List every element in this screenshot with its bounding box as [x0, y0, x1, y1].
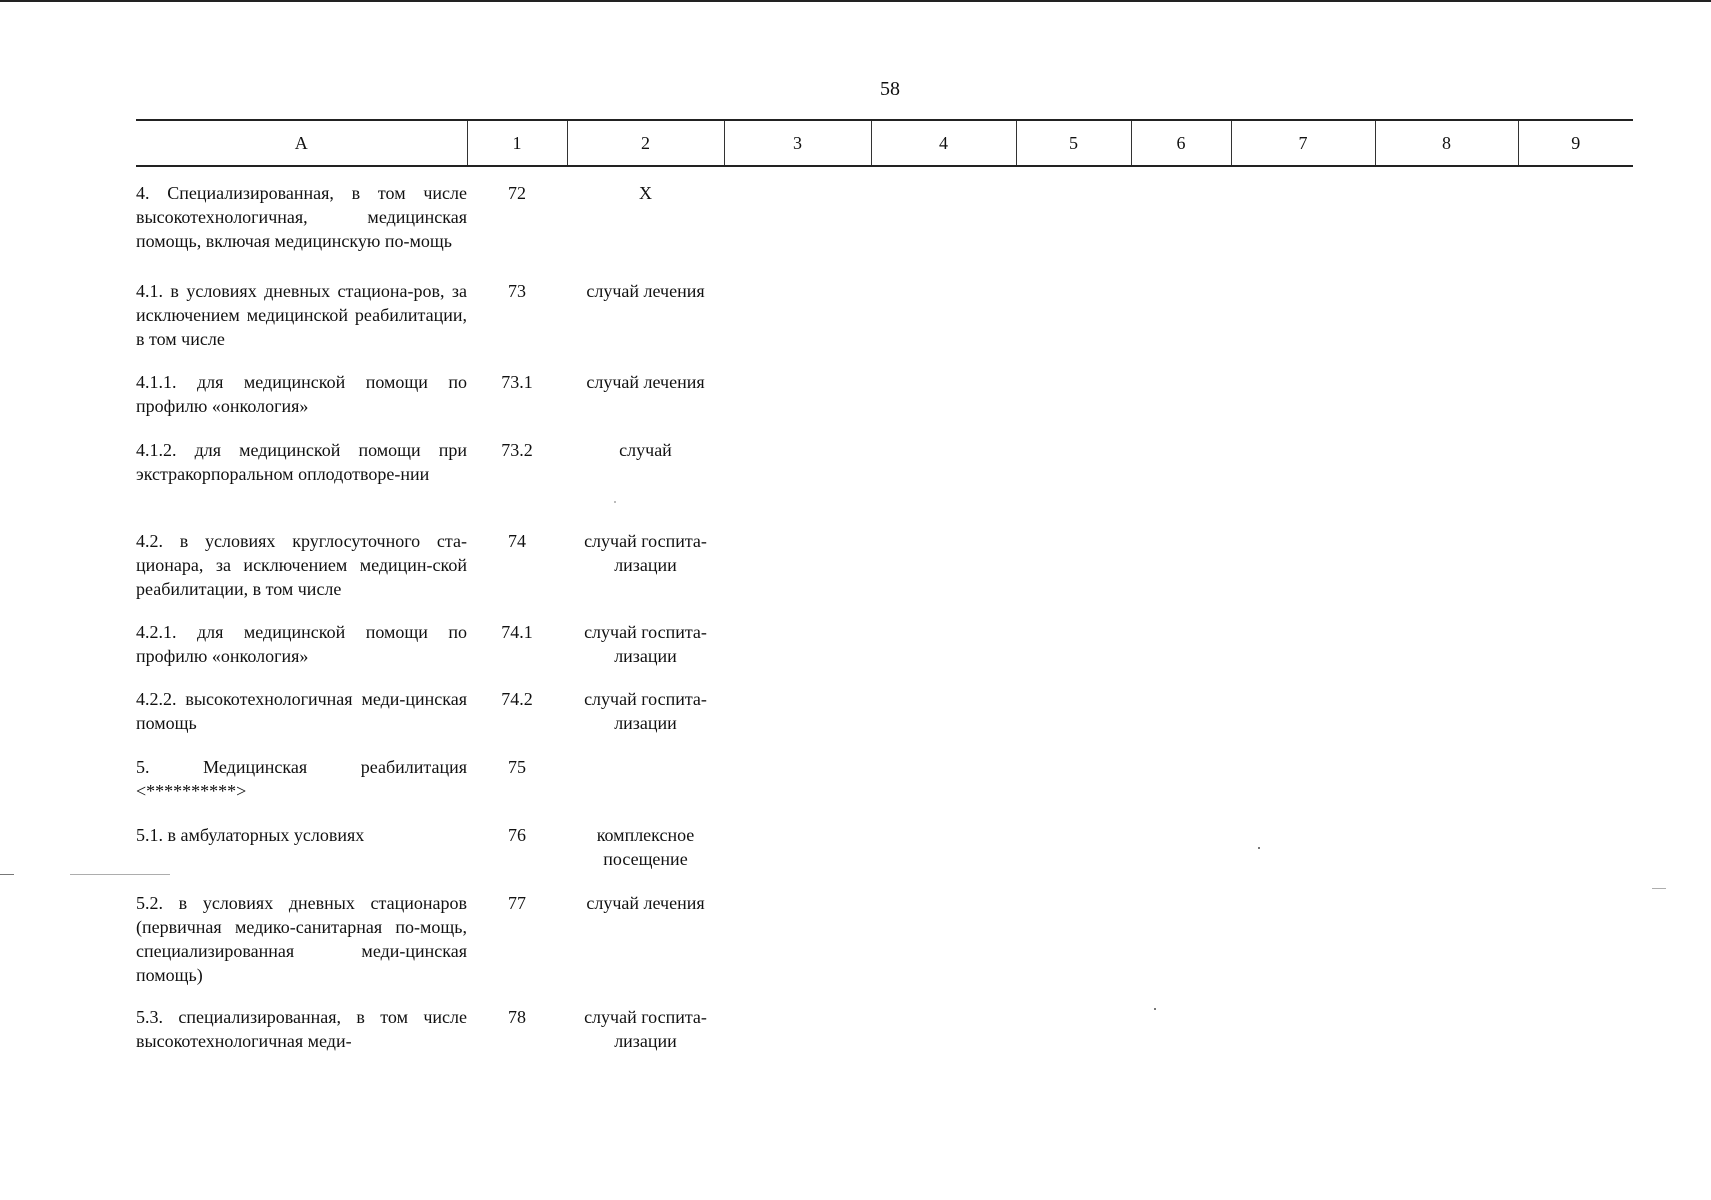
- table-header: [136, 120, 1633, 166]
- column-header-a: А: [136, 120, 467, 166]
- scan-mark: [0, 874, 14, 875]
- row-unit: случай госпита-лизации: [584, 689, 707, 733]
- empty-data-cells: [724, 166, 1633, 279]
- statistics-table: [136, 119, 1633, 1055]
- row-code: 74.2: [501, 689, 533, 709]
- column-header-8: 8: [1375, 120, 1518, 166]
- row-unit: случай лечения: [586, 281, 705, 301]
- row-name: 4. Специализированная, в том числе высокотехнологичная, медицинская помощь, включая медицинскую по-мощь: [136, 183, 467, 251]
- row-name: 4.2.1. для медицинской помощи по профилю «онкология»: [136, 622, 467, 666]
- row-unit: [567, 755, 724, 823]
- empty-data-cells: [724, 370, 1633, 438]
- row-name: 4.2.2. высокотехнологичная меди-цинская помощь: [136, 689, 467, 733]
- row-code: 74.1: [501, 622, 533, 642]
- table-row: [136, 438, 1633, 529]
- row-unit: случай госпита-лизации: [584, 1007, 707, 1051]
- empty-data-cells: [724, 823, 1633, 891]
- table-row: [136, 687, 1633, 755]
- row-unit: Х: [639, 183, 652, 203]
- row-name: 4.2. в условиях круглосуточного ста-ционара, за исключением медицин-ской реабилитации, в том числе: [136, 531, 467, 599]
- page-number: 58: [880, 78, 900, 100]
- empty-data-cells: [724, 620, 1633, 687]
- header-row: [136, 120, 1633, 166]
- table-row: [136, 755, 1633, 823]
- column-header-2: 2: [567, 120, 724, 166]
- row-code: 77: [508, 893, 526, 913]
- row-name: 5.1. в амбулаторных условиях: [136, 825, 365, 845]
- row-code: 76: [508, 825, 526, 845]
- empty-data-cells: [724, 687, 1633, 755]
- column-header-9: 9: [1518, 120, 1633, 166]
- row-code: 73: [508, 281, 526, 301]
- scan-mark: [1652, 888, 1666, 889]
- table-row: [136, 529, 1633, 620]
- table-row: [136, 279, 1633, 370]
- table-row: [136, 166, 1633, 279]
- row-name: 4.1.2. для медицинской помощи при экстракорпоральном оплодотворе-нии: [136, 440, 467, 484]
- table-body: [136, 166, 1633, 1055]
- row-code: 75: [508, 757, 526, 777]
- row-name: 5. Медицинская реабилитация <**********>: [136, 757, 467, 801]
- table-row: [136, 620, 1633, 687]
- empty-data-cells: [724, 1005, 1633, 1055]
- scan-top-edge: [0, 0, 1711, 2]
- row-unit: случай: [619, 440, 672, 460]
- row-name: 4.1.1. для медицинской помощи по профилю «онкология»: [136, 372, 467, 416]
- empty-data-cells: [724, 755, 1633, 823]
- table-row: [136, 1005, 1633, 1055]
- row-code: 72: [508, 183, 526, 203]
- row-code: 73.2: [501, 440, 533, 460]
- row-code: 73.1: [501, 372, 533, 392]
- column-header-1: 1: [467, 120, 567, 166]
- empty-data-cells: [724, 891, 1633, 1005]
- row-unit: случай госпита-лизации: [584, 531, 707, 575]
- table-row: [136, 891, 1633, 1005]
- scan-mark: [1154, 1008, 1156, 1010]
- empty-data-cells: [724, 279, 1633, 370]
- scan-mark: [1258, 847, 1260, 849]
- empty-data-cells: [724, 438, 1633, 529]
- column-header-7: 7: [1231, 120, 1375, 166]
- table-row: [136, 823, 1633, 891]
- column-header-5: 5: [1016, 120, 1131, 166]
- row-code: 78: [508, 1007, 526, 1027]
- row-name: 5.3. специализированная, в том числе высокотехнологичная меди-: [136, 1007, 467, 1051]
- column-header-4: 4: [871, 120, 1016, 166]
- row-code: 74: [508, 531, 526, 551]
- row-name: 4.1. в условиях дневных стациона-ров, за исключением медицинской реабилитации, в том числе: [136, 281, 467, 349]
- row-unit: случай лечения: [586, 893, 705, 913]
- row-unit: случай госпита-лизации: [584, 622, 707, 666]
- empty-data-cells: [724, 529, 1633, 620]
- scan-mark: [70, 874, 170, 875]
- row-name: 5.2. в условиях дневных стационаров (первичная медико-санитарная по-мощь, специализированная меди-цинская помощь): [136, 893, 467, 985]
- row-unit: случай лечения: [586, 372, 705, 392]
- row-unit: комплексное посещение: [596, 825, 695, 869]
- column-header-3: 3: [724, 120, 871, 166]
- column-header-6: 6: [1131, 120, 1231, 166]
- scan-mark: [614, 501, 616, 503]
- table-row: [136, 370, 1633, 438]
